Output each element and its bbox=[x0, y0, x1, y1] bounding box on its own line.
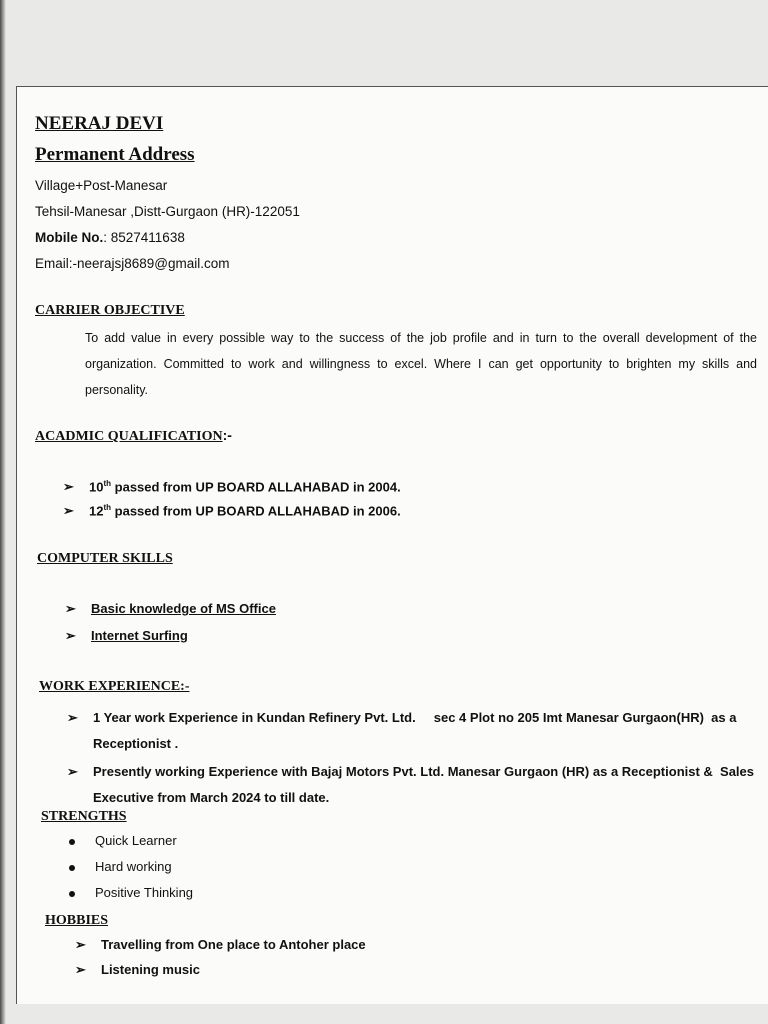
arrow-bullet-icon: ➢ bbox=[67, 764, 78, 779]
address-line-2: Tehsil-Manesar ,Distt-Gurgaon (HR)-122051 bbox=[35, 204, 300, 219]
academic-list bbox=[63, 479, 401, 527]
bullet-dot-icon bbox=[69, 891, 75, 897]
candidate-name: NEERAJ DEVI bbox=[35, 113, 164, 134]
list-item bbox=[69, 885, 193, 911]
academic-detail: passed from UP BOARD ALLAHABAD in 2006. bbox=[111, 503, 401, 519]
arrow-bullet-icon: ➢ bbox=[63, 479, 74, 494]
permanent-address-heading: Permanent Address bbox=[35, 144, 195, 165]
hobby-label: Listening music bbox=[101, 962, 200, 977]
work-experience-heading: WORK EXPERIENCE:- bbox=[39, 679, 190, 694]
computer-skills-heading: COMPUTER SKILLS bbox=[37, 551, 173, 566]
computer-skills-list bbox=[65, 601, 276, 655]
list-item bbox=[65, 601, 276, 628]
skill-label: Basic knowledge of MS Office bbox=[91, 601, 276, 616]
academic-suffix: th bbox=[103, 503, 112, 512]
bullet-dot-icon bbox=[69, 839, 75, 845]
hobbies-heading: HOBBIES bbox=[45, 913, 109, 928]
mobile-value: : 8527411638 bbox=[103, 230, 185, 245]
list-item bbox=[63, 479, 401, 503]
academic-suffix: th bbox=[103, 479, 112, 488]
bullet-dot-icon bbox=[69, 865, 75, 871]
strengths-heading: STRENGTHS bbox=[41, 809, 127, 824]
academic-class: 12 bbox=[89, 503, 104, 519]
page-edge-shadow bbox=[0, 0, 6, 1024]
resume-page bbox=[16, 86, 768, 1004]
arrow-bullet-icon: ➢ bbox=[67, 710, 78, 725]
address-line-1: Village+Post-Manesar bbox=[35, 178, 168, 193]
arrow-bullet-icon: ➢ bbox=[65, 601, 76, 616]
list-item bbox=[75, 937, 366, 962]
work-detail: 1 Year work Experience in Kundan Refinery Pvt. Ltd. sec 4 Plot no 205 Imt Manesar Gurgaon(HR) as a Receptionist . bbox=[93, 710, 741, 751]
mobile-line bbox=[35, 230, 185, 245]
arrow-bullet-icon: ➢ bbox=[75, 937, 86, 952]
strengths-list bbox=[69, 833, 193, 911]
mobile-label: Mobile No. bbox=[35, 230, 104, 245]
academic-class: 10 bbox=[89, 479, 104, 495]
list-item bbox=[69, 833, 193, 859]
list-item bbox=[69, 859, 193, 885]
arrow-bullet-icon: ➢ bbox=[65, 628, 76, 643]
strength-label: Quick Learner bbox=[95, 833, 177, 848]
arrow-bullet-icon: ➢ bbox=[63, 503, 74, 518]
list-item bbox=[63, 503, 401, 527]
arrow-bullet-icon: ➢ bbox=[75, 962, 86, 977]
work-detail: Presently working Experience with Bajaj Motors Pvt. Ltd. Manesar Gurgaon (HR) as a Receptionist & Sales Executive from March 2024 to till date. bbox=[93, 764, 758, 805]
academic-detail: passed from UP BOARD ALLAHABAD in 2004. bbox=[111, 479, 401, 495]
list-item bbox=[65, 628, 276, 655]
carrier-objective-heading: CARRIER OBJECTIVE bbox=[35, 303, 185, 318]
hobbies-list bbox=[75, 937, 366, 987]
academic-heading: ACADMIC QUALIFICATION bbox=[35, 429, 223, 444]
strength-label: Hard working bbox=[95, 859, 172, 874]
hobby-label: Travelling from One place to Antoher place bbox=[101, 937, 366, 952]
list-item bbox=[67, 759, 757, 811]
list-item bbox=[67, 705, 757, 757]
strength-label: Positive Thinking bbox=[95, 885, 194, 900]
work-experience-list bbox=[67, 705, 757, 811]
academic-heading-suffix: :- bbox=[222, 427, 232, 443]
list-item bbox=[75, 962, 366, 987]
carrier-objective-text: To add value in every possible way to the success of the job profile and in turn to the overall development of the organization. Committed to work and willingness to excel. Where I can get opportunity to brighten my skills and personality. bbox=[85, 331, 757, 397]
academic-heading-wrap bbox=[35, 427, 232, 445]
skill-label: Internet Surfing bbox=[91, 628, 188, 643]
email-line: Email:-neerajsj8689@gmail.com bbox=[35, 256, 230, 271]
